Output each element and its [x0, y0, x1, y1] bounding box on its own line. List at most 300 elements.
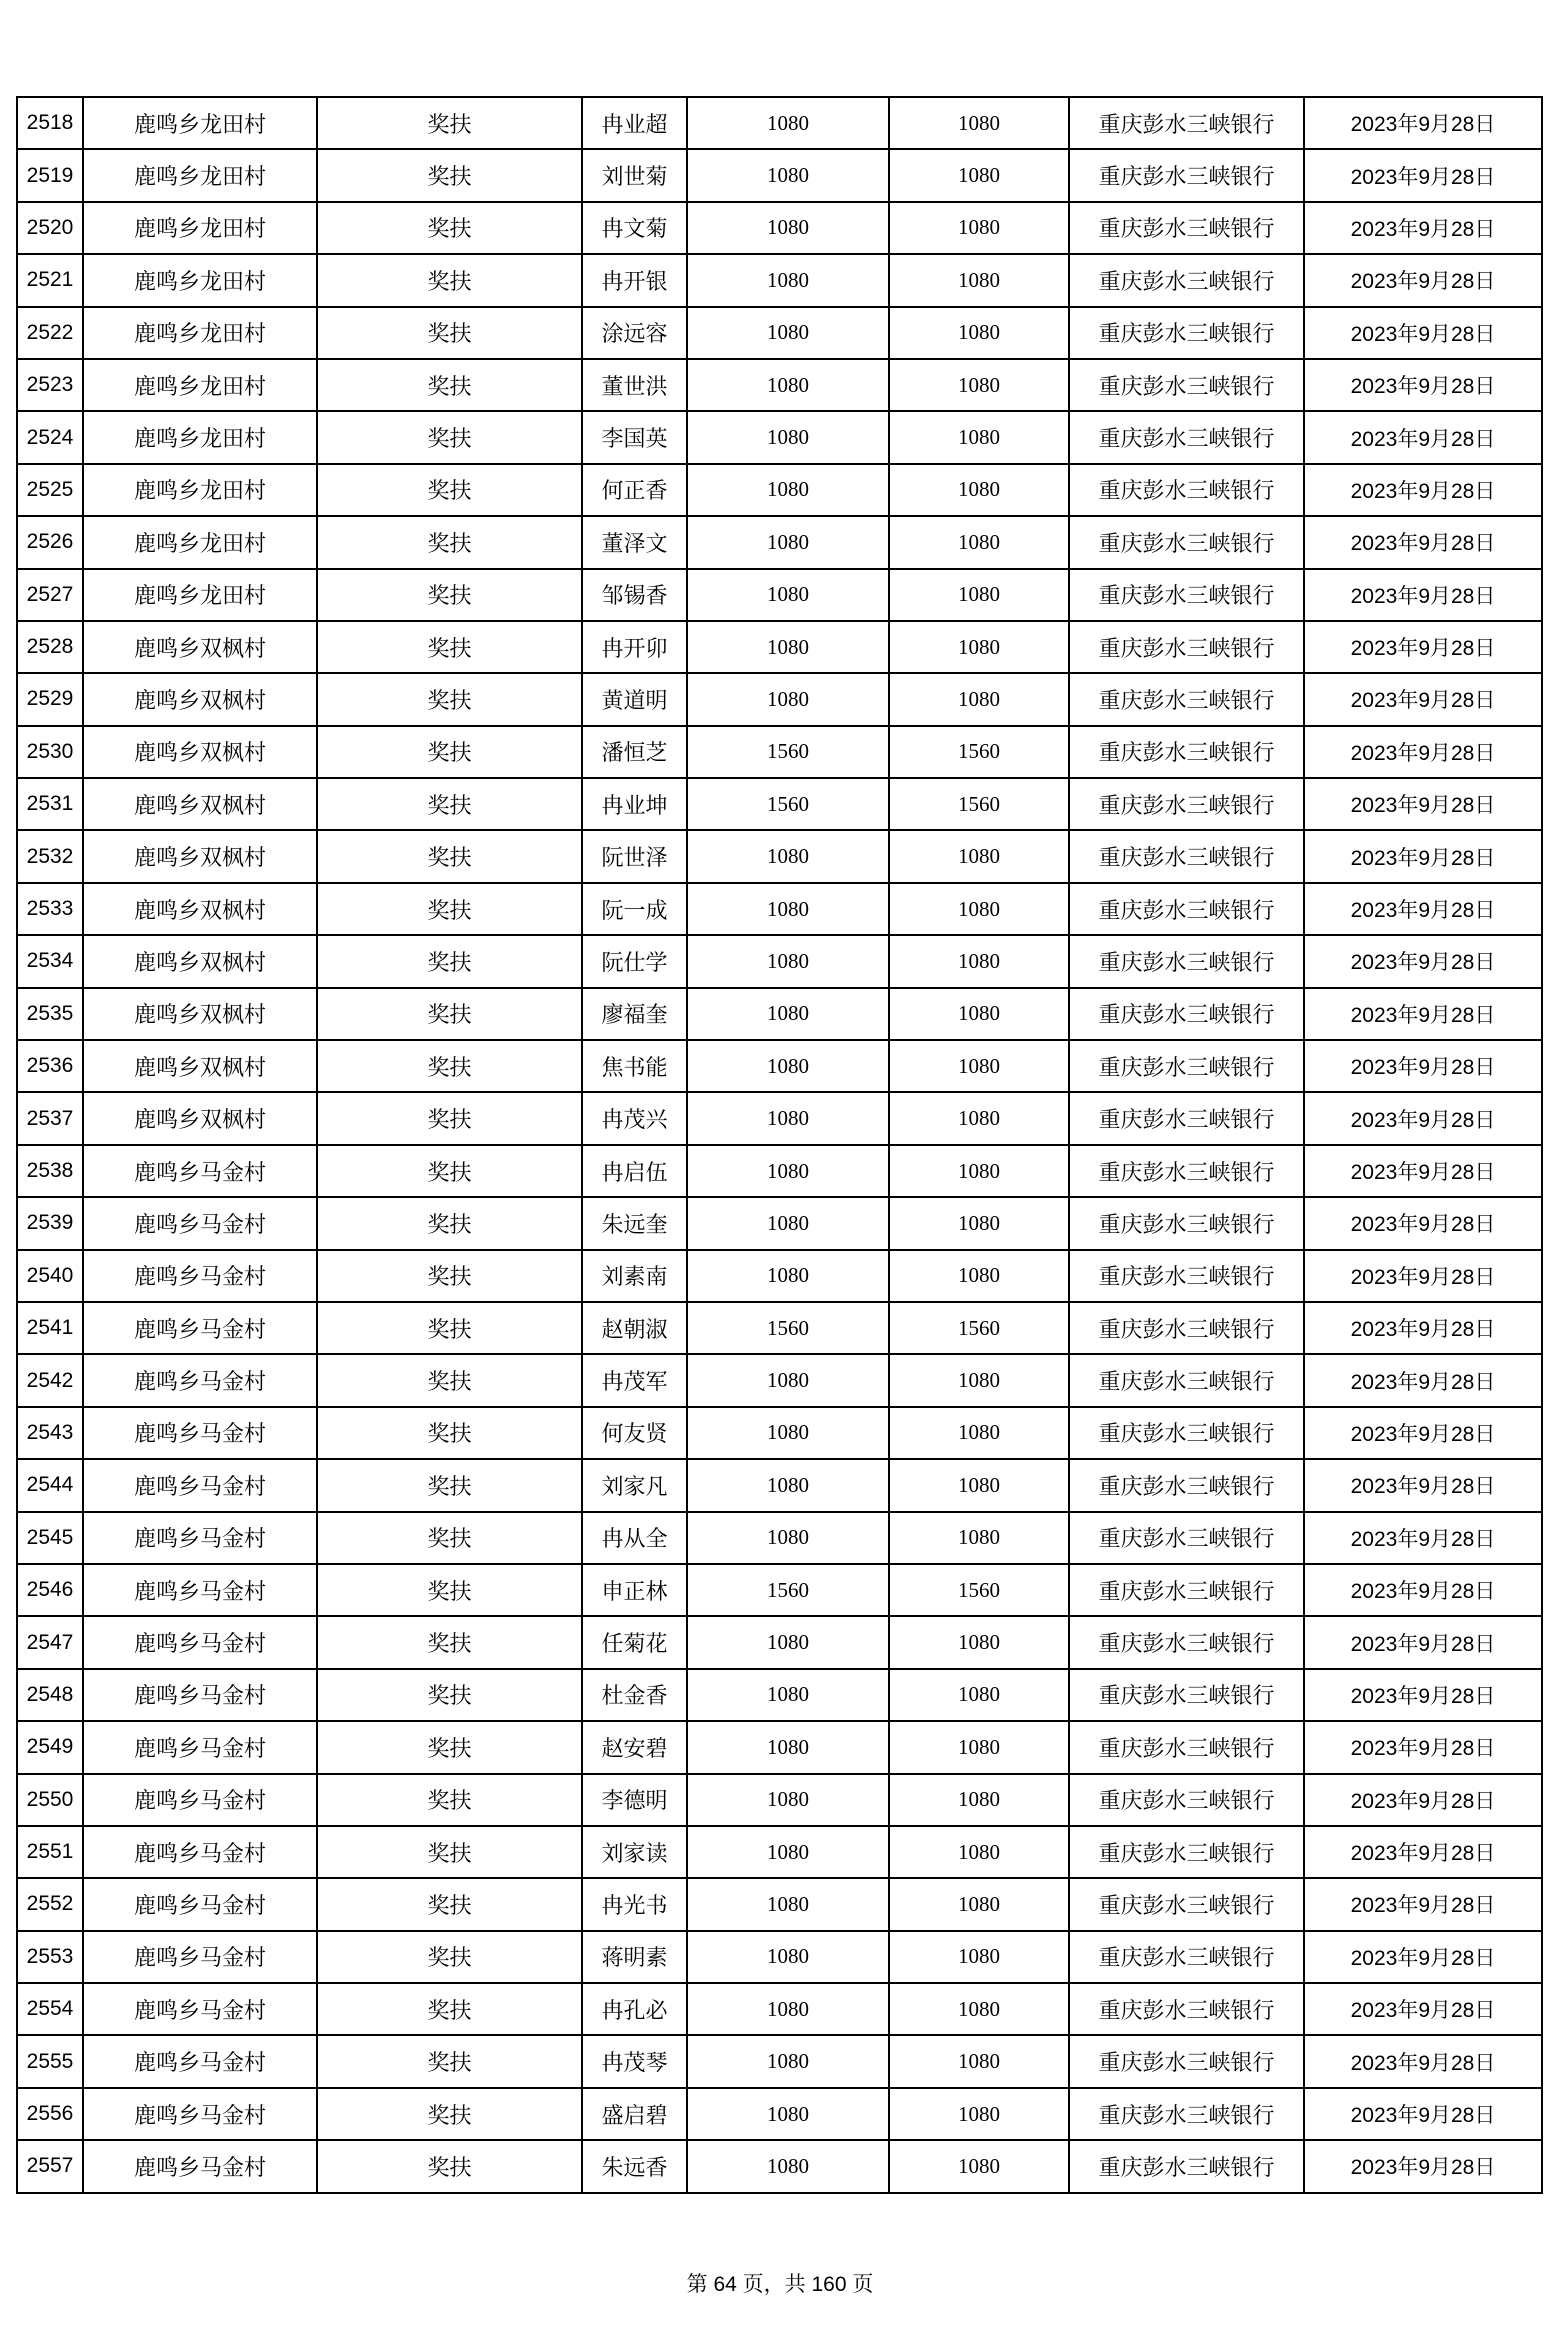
cell-village: 鹿鸣乡双枫村 [83, 883, 317, 935]
cell-issue-date: 2023年9月28日 [1304, 149, 1542, 201]
cell-person-name: 李国英 [582, 411, 687, 463]
table-row [17, 1931, 1542, 1983]
cell-person-name: 蒋明素 [582, 1931, 687, 1983]
cell-bank: 重庆彭水三峡银行 [1069, 1040, 1304, 1092]
cell-person-name: 涂远容 [582, 307, 687, 359]
table-row [17, 1145, 1542, 1197]
cell-issued-amount: 1080 [889, 464, 1069, 516]
cell-issue-date: 2023年9月28日 [1304, 1564, 1542, 1616]
cell-issue-date: 2023年9月28日 [1304, 1826, 1542, 1878]
cell-standard-amount: 1080 [687, 935, 889, 987]
cell-village: 鹿鸣乡龙田村 [83, 411, 317, 463]
table-row [17, 2088, 1542, 2140]
table-row [17, 726, 1542, 778]
cell-issue-date: 2023年9月28日 [1304, 97, 1542, 149]
cell-person-name: 杜金香 [582, 1669, 687, 1721]
cell-category: 奖扶 [317, 1145, 582, 1197]
cell-village: 鹿鸣乡马金村 [83, 2035, 317, 2087]
cell-village: 鹿鸣乡龙田村 [83, 569, 317, 621]
cell-category: 奖扶 [317, 1459, 582, 1511]
cell-standard-amount: 1080 [687, 1669, 889, 1721]
cell-village: 鹿鸣乡马金村 [83, 1826, 317, 1878]
cell-issued-amount: 1560 [889, 778, 1069, 830]
table-row [17, 411, 1542, 463]
table-row [17, 1721, 1542, 1773]
cell-issue-date: 2023年9月28日 [1304, 1250, 1542, 1302]
cell-person-name: 潘恒芝 [582, 726, 687, 778]
cell-village: 鹿鸣乡龙田村 [83, 359, 317, 411]
cell-category: 奖扶 [317, 2140, 582, 2192]
cell-serial-number: 2547 [17, 1616, 83, 1668]
cell-bank: 重庆彭水三峡银行 [1069, 2140, 1304, 2192]
cell-village: 鹿鸣乡马金村 [83, 1669, 317, 1721]
cell-issued-amount: 1560 [889, 1564, 1069, 1616]
table-row [17, 464, 1542, 516]
cell-standard-amount: 1080 [687, 673, 889, 725]
cell-issued-amount: 1080 [889, 1826, 1069, 1878]
cell-issued-amount: 1080 [889, 935, 1069, 987]
cell-category: 奖扶 [317, 149, 582, 201]
cell-standard-amount: 1560 [687, 726, 889, 778]
cell-issue-date: 2023年9月28日 [1304, 673, 1542, 725]
cell-person-name: 董泽文 [582, 516, 687, 568]
cell-bank: 重庆彭水三峡银行 [1069, 2088, 1304, 2140]
cell-serial-number: 2537 [17, 1092, 83, 1144]
cell-serial-number: 2539 [17, 1197, 83, 1249]
cell-issued-amount: 1080 [889, 1354, 1069, 1406]
cell-village: 鹿鸣乡双枫村 [83, 988, 317, 1040]
cell-standard-amount: 1080 [687, 1197, 889, 1249]
table-row [17, 621, 1542, 673]
cell-issued-amount: 1080 [889, 1459, 1069, 1511]
cell-category: 奖扶 [317, 1092, 582, 1144]
cell-issued-amount: 1080 [889, 1512, 1069, 1564]
cell-village: 鹿鸣乡马金村 [83, 1354, 317, 1406]
cell-category: 奖扶 [317, 935, 582, 987]
cell-category: 奖扶 [317, 1826, 582, 1878]
cell-issued-amount: 1080 [889, 254, 1069, 306]
cell-person-name: 朱远香 [582, 2140, 687, 2192]
cell-bank: 重庆彭水三峡银行 [1069, 1774, 1304, 1826]
cell-serial-number: 2536 [17, 1040, 83, 1092]
table-row [17, 1302, 1542, 1354]
cell-issue-date: 2023年9月28日 [1304, 1197, 1542, 1249]
cell-issued-amount: 1080 [889, 1250, 1069, 1302]
cell-person-name: 冉业坤 [582, 778, 687, 830]
cell-serial-number: 2522 [17, 307, 83, 359]
cell-bank: 重庆彭水三峡银行 [1069, 1826, 1304, 1878]
cell-village: 鹿鸣乡马金村 [83, 1616, 317, 1668]
cell-category: 奖扶 [317, 2088, 582, 2140]
cell-standard-amount: 1080 [687, 621, 889, 673]
table-row [17, 1669, 1542, 1721]
cell-category: 奖扶 [317, 464, 582, 516]
cell-standard-amount: 1080 [687, 411, 889, 463]
cell-person-name: 冉孔必 [582, 1983, 687, 2035]
cell-issue-date: 2023年9月28日 [1304, 2035, 1542, 2087]
table-row [17, 1616, 1542, 1668]
cell-person-name: 冉启伍 [582, 1145, 687, 1197]
table-row [17, 1092, 1542, 1144]
cell-serial-number: 2531 [17, 778, 83, 830]
cell-village: 鹿鸣乡龙田村 [83, 516, 317, 568]
table-row [17, 778, 1542, 830]
cell-serial-number: 2544 [17, 1459, 83, 1511]
cell-village: 鹿鸣乡马金村 [83, 1564, 317, 1616]
cell-issue-date: 2023年9月28日 [1304, 1983, 1542, 2035]
table-row [17, 1459, 1542, 1511]
table-row [17, 1197, 1542, 1249]
cell-issue-date: 2023年9月28日 [1304, 254, 1542, 306]
cell-person-name: 冉开银 [582, 254, 687, 306]
table-row [17, 2035, 1542, 2087]
cell-standard-amount: 1080 [687, 1721, 889, 1773]
cell-bank: 重庆彭水三峡银行 [1069, 1092, 1304, 1144]
cell-person-name: 廖福奎 [582, 988, 687, 1040]
cell-standard-amount: 1080 [687, 1354, 889, 1406]
table-row [17, 202, 1542, 254]
cell-bank: 重庆彭水三峡银行 [1069, 1983, 1304, 2035]
cell-category: 奖扶 [317, 1878, 582, 1930]
cell-category: 奖扶 [317, 1931, 582, 1983]
table-row [17, 1826, 1542, 1878]
cell-standard-amount: 1080 [687, 2140, 889, 2192]
cell-serial-number: 2535 [17, 988, 83, 1040]
cell-person-name: 冉从全 [582, 1512, 687, 1564]
cell-issue-date: 2023年9月28日 [1304, 1092, 1542, 1144]
cell-issued-amount: 1080 [889, 1774, 1069, 1826]
table-row [17, 883, 1542, 935]
cell-standard-amount: 1560 [687, 1302, 889, 1354]
cell-person-name: 冉茂军 [582, 1354, 687, 1406]
cell-issued-amount: 1080 [889, 1197, 1069, 1249]
cell-issued-amount: 1080 [889, 1092, 1069, 1144]
cell-issue-date: 2023年9月28日 [1304, 1354, 1542, 1406]
page-footer: 第 64 页，共 160 页 [686, 2273, 874, 2296]
cell-issue-date: 2023年9月28日 [1304, 1040, 1542, 1092]
cell-serial-number: 2554 [17, 1983, 83, 2035]
cell-category: 奖扶 [317, 1512, 582, 1564]
cell-serial-number: 2525 [17, 464, 83, 516]
cell-serial-number: 2541 [17, 1302, 83, 1354]
cell-category: 奖扶 [317, 1302, 582, 1354]
cell-village: 鹿鸣乡双枫村 [83, 935, 317, 987]
cell-issue-date: 2023年9月28日 [1304, 307, 1542, 359]
cell-serial-number: 2533 [17, 883, 83, 935]
table-row [17, 1878, 1542, 1930]
cell-issued-amount: 1080 [889, 883, 1069, 935]
cell-bank: 重庆彭水三峡银行 [1069, 307, 1304, 359]
cell-category: 奖扶 [317, 411, 582, 463]
cell-bank: 重庆彭水三峡银行 [1069, 1564, 1304, 1616]
cell-serial-number: 2549 [17, 1721, 83, 1773]
cell-serial-number: 2523 [17, 359, 83, 411]
cell-category: 奖扶 [317, 988, 582, 1040]
cell-bank: 重庆彭水三峡银行 [1069, 149, 1304, 201]
cell-standard-amount: 1080 [687, 1092, 889, 1144]
cell-person-name: 何正香 [582, 464, 687, 516]
cell-standard-amount: 1080 [687, 516, 889, 568]
cell-person-name: 黄道明 [582, 673, 687, 725]
cell-issued-amount: 1080 [889, 1878, 1069, 1930]
cell-village: 鹿鸣乡马金村 [83, 1407, 317, 1459]
cell-bank: 重庆彭水三峡银行 [1069, 359, 1304, 411]
cell-person-name: 刘家凡 [582, 1459, 687, 1511]
cell-person-name: 刘世菊 [582, 149, 687, 201]
cell-person-name: 冉业超 [582, 97, 687, 149]
cell-category: 奖扶 [317, 2035, 582, 2087]
cell-person-name: 董世洪 [582, 359, 687, 411]
cell-issue-date: 2023年9月28日 [1304, 726, 1542, 778]
cell-village: 鹿鸣乡马金村 [83, 1931, 317, 1983]
cell-village: 鹿鸣乡龙田村 [83, 254, 317, 306]
cell-bank: 重庆彭水三峡银行 [1069, 1302, 1304, 1354]
cell-issued-amount: 1080 [889, 359, 1069, 411]
cell-standard-amount: 1080 [687, 569, 889, 621]
cell-issued-amount: 1560 [889, 726, 1069, 778]
cell-person-name: 冉开卯 [582, 621, 687, 673]
cell-serial-number: 2552 [17, 1878, 83, 1930]
cell-person-name: 冉茂兴 [582, 1092, 687, 1144]
cell-category: 奖扶 [317, 1407, 582, 1459]
cell-serial-number: 2556 [17, 2088, 83, 2140]
table-row [17, 1564, 1542, 1616]
cell-issue-date: 2023年9月28日 [1304, 1459, 1542, 1511]
cell-category: 奖扶 [317, 1250, 582, 1302]
cell-standard-amount: 1080 [687, 2088, 889, 2140]
cell-category: 奖扶 [317, 1197, 582, 1249]
cell-village: 鹿鸣乡龙田村 [83, 202, 317, 254]
cell-bank: 重庆彭水三峡银行 [1069, 1931, 1304, 1983]
cell-category: 奖扶 [317, 202, 582, 254]
cell-bank: 重庆彭水三峡银行 [1069, 97, 1304, 149]
cell-standard-amount: 1080 [687, 1616, 889, 1668]
cell-bank: 重庆彭水三峡银行 [1069, 1197, 1304, 1249]
cell-bank: 重庆彭水三峡银行 [1069, 726, 1304, 778]
cell-bank: 重庆彭水三峡银行 [1069, 1878, 1304, 1930]
cell-bank: 重庆彭水三峡银行 [1069, 1145, 1304, 1197]
table-row [17, 254, 1542, 306]
cell-category: 奖扶 [317, 621, 582, 673]
cell-issued-amount: 1080 [889, 569, 1069, 621]
cell-serial-number: 2551 [17, 1826, 83, 1878]
cell-standard-amount: 1080 [687, 1878, 889, 1930]
cell-standard-amount: 1080 [687, 97, 889, 149]
cell-issue-date: 2023年9月28日 [1304, 464, 1542, 516]
cell-serial-number: 2546 [17, 1564, 83, 1616]
cell-issued-amount: 1080 [889, 516, 1069, 568]
cell-village: 鹿鸣乡马金村 [83, 1459, 317, 1511]
cell-bank: 重庆彭水三峡银行 [1069, 1459, 1304, 1511]
cell-category: 奖扶 [317, 1721, 582, 1773]
cell-issued-amount: 1080 [889, 1931, 1069, 1983]
table-row [17, 149, 1542, 201]
cell-issue-date: 2023年9月28日 [1304, 621, 1542, 673]
cell-serial-number: 2540 [17, 1250, 83, 1302]
cell-serial-number: 2528 [17, 621, 83, 673]
cell-standard-amount: 1080 [687, 254, 889, 306]
cell-village: 鹿鸣乡龙田村 [83, 149, 317, 201]
cell-bank: 重庆彭水三峡银行 [1069, 1721, 1304, 1773]
cell-issue-date: 2023年9月28日 [1304, 1407, 1542, 1459]
cell-person-name: 冉文菊 [582, 202, 687, 254]
cell-category: 奖扶 [317, 726, 582, 778]
cell-standard-amount: 1080 [687, 2035, 889, 2087]
table-row [17, 359, 1542, 411]
cell-serial-number: 2543 [17, 1407, 83, 1459]
cell-village: 鹿鸣乡马金村 [83, 1774, 317, 1826]
cell-bank: 重庆彭水三峡银行 [1069, 935, 1304, 987]
cell-bank: 重庆彭水三峡银行 [1069, 1512, 1304, 1564]
cell-person-name: 赵朝淑 [582, 1302, 687, 1354]
cell-issue-date: 2023年9月28日 [1304, 1512, 1542, 1564]
cell-village: 鹿鸣乡马金村 [83, 2088, 317, 2140]
cell-standard-amount: 1080 [687, 1250, 889, 1302]
cell-bank: 重庆彭水三峡银行 [1069, 2035, 1304, 2087]
cell-issued-amount: 1080 [889, 1040, 1069, 1092]
cell-issued-amount: 1080 [889, 673, 1069, 725]
cell-category: 奖扶 [317, 97, 582, 149]
cell-village: 鹿鸣乡龙田村 [83, 464, 317, 516]
cell-standard-amount: 1560 [687, 1564, 889, 1616]
cell-category: 奖扶 [317, 307, 582, 359]
cell-village: 鹿鸣乡马金村 [83, 1721, 317, 1773]
cell-village: 鹿鸣乡双枫村 [83, 621, 317, 673]
cell-issued-amount: 1080 [889, 2140, 1069, 2192]
cell-category: 奖扶 [317, 254, 582, 306]
table-row [17, 935, 1542, 987]
cell-issue-date: 2023年9月28日 [1304, 516, 1542, 568]
cell-person-name: 冉茂琴 [582, 2035, 687, 2087]
cell-standard-amount: 1080 [687, 1826, 889, 1878]
cell-village: 鹿鸣乡双枫村 [83, 726, 317, 778]
cell-standard-amount: 1560 [687, 778, 889, 830]
cell-serial-number: 2519 [17, 149, 83, 201]
cell-bank: 重庆彭水三峡银行 [1069, 883, 1304, 935]
cell-serial-number: 2521 [17, 254, 83, 306]
cell-person-name: 盛启碧 [582, 2088, 687, 2140]
cell-category: 奖扶 [317, 1354, 582, 1406]
cell-person-name: 刘家读 [582, 1826, 687, 1878]
table-row [17, 569, 1542, 621]
cell-category: 奖扶 [317, 1774, 582, 1826]
cell-serial-number: 2518 [17, 97, 83, 149]
cell-issued-amount: 1080 [889, 1145, 1069, 1197]
cell-serial-number: 2555 [17, 2035, 83, 2087]
table-row [17, 1407, 1542, 1459]
table-row [17, 1512, 1542, 1564]
cell-village: 鹿鸣乡马金村 [83, 1197, 317, 1249]
cell-issue-date: 2023年9月28日 [1304, 2140, 1542, 2192]
cell-person-name: 朱远奎 [582, 1197, 687, 1249]
cell-serial-number: 2527 [17, 569, 83, 621]
cell-issued-amount: 1080 [889, 1407, 1069, 1459]
cell-issue-date: 2023年9月28日 [1304, 411, 1542, 463]
cell-issued-amount: 1560 [889, 1302, 1069, 1354]
cell-bank: 重庆彭水三峡银行 [1069, 1250, 1304, 1302]
cell-standard-amount: 1080 [687, 1459, 889, 1511]
cell-issued-amount: 1080 [889, 2088, 1069, 2140]
cell-village: 鹿鸣乡双枫村 [83, 1040, 317, 1092]
cell-issue-date: 2023年9月28日 [1304, 778, 1542, 830]
cell-village: 鹿鸣乡马金村 [83, 1302, 317, 1354]
cell-standard-amount: 1080 [687, 1040, 889, 1092]
cell-serial-number: 2532 [17, 830, 83, 882]
cell-category: 奖扶 [317, 1616, 582, 1668]
cell-category: 奖扶 [317, 569, 582, 621]
cell-issued-amount: 1080 [889, 1983, 1069, 2035]
table-row [17, 1040, 1542, 1092]
table-row [17, 988, 1542, 1040]
cell-bank: 重庆彭水三峡银行 [1069, 516, 1304, 568]
cell-bank: 重庆彭水三峡银行 [1069, 411, 1304, 463]
cell-person-name: 李德明 [582, 1774, 687, 1826]
cell-bank: 重庆彭水三峡银行 [1069, 673, 1304, 725]
table-row [17, 1250, 1542, 1302]
cell-bank: 重庆彭水三峡银行 [1069, 1669, 1304, 1721]
cell-issued-amount: 1080 [889, 307, 1069, 359]
cell-serial-number: 2538 [17, 1145, 83, 1197]
cell-village: 鹿鸣乡马金村 [83, 2140, 317, 2192]
cell-bank: 重庆彭水三峡银行 [1069, 202, 1304, 254]
cell-village: 鹿鸣乡双枫村 [83, 830, 317, 882]
cell-serial-number: 2530 [17, 726, 83, 778]
cell-village: 鹿鸣乡双枫村 [83, 1092, 317, 1144]
cell-issue-date: 2023年9月28日 [1304, 935, 1542, 987]
table-row [17, 1774, 1542, 1826]
cell-standard-amount: 1080 [687, 988, 889, 1040]
table-row [17, 673, 1542, 725]
cell-issue-date: 2023年9月28日 [1304, 2088, 1542, 2140]
cell-category: 奖扶 [317, 1040, 582, 1092]
cell-category: 奖扶 [317, 516, 582, 568]
cell-issued-amount: 1080 [889, 202, 1069, 254]
cell-issue-date: 2023年9月28日 [1304, 1302, 1542, 1354]
cell-bank: 重庆彭水三峡银行 [1069, 988, 1304, 1040]
table-row [17, 307, 1542, 359]
cell-person-name: 任菊花 [582, 1616, 687, 1668]
cell-bank: 重庆彭水三峡银行 [1069, 778, 1304, 830]
cell-issued-amount: 1080 [889, 97, 1069, 149]
cell-person-name: 阮仕学 [582, 935, 687, 987]
cell-village: 鹿鸣乡马金村 [83, 1512, 317, 1564]
cell-bank: 重庆彭水三峡银行 [1069, 1616, 1304, 1668]
cell-serial-number: 2548 [17, 1669, 83, 1721]
cell-issue-date: 2023年9月28日 [1304, 988, 1542, 1040]
cell-bank: 重庆彭水三峡银行 [1069, 464, 1304, 516]
cell-village: 鹿鸣乡龙田村 [83, 307, 317, 359]
cell-standard-amount: 1080 [687, 1145, 889, 1197]
cell-person-name: 阮世泽 [582, 830, 687, 882]
cell-bank: 重庆彭水三峡银行 [1069, 621, 1304, 673]
cell-issued-amount: 1080 [889, 1669, 1069, 1721]
cell-issue-date: 2023年9月28日 [1304, 1669, 1542, 1721]
cell-issue-date: 2023年9月28日 [1304, 1616, 1542, 1668]
table-row [17, 1354, 1542, 1406]
cell-village: 鹿鸣乡龙田村 [83, 97, 317, 149]
cell-person-name: 申正林 [582, 1564, 687, 1616]
cell-serial-number: 2545 [17, 1512, 83, 1564]
cell-category: 奖扶 [317, 1564, 582, 1616]
cell-issued-amount: 1080 [889, 988, 1069, 1040]
cell-standard-amount: 1080 [687, 1407, 889, 1459]
cell-standard-amount: 1080 [687, 1931, 889, 1983]
cell-issued-amount: 1080 [889, 411, 1069, 463]
cell-standard-amount: 1080 [687, 464, 889, 516]
cell-issued-amount: 1080 [889, 149, 1069, 201]
cell-category: 奖扶 [317, 1983, 582, 2035]
cell-person-name: 冉光书 [582, 1878, 687, 1930]
